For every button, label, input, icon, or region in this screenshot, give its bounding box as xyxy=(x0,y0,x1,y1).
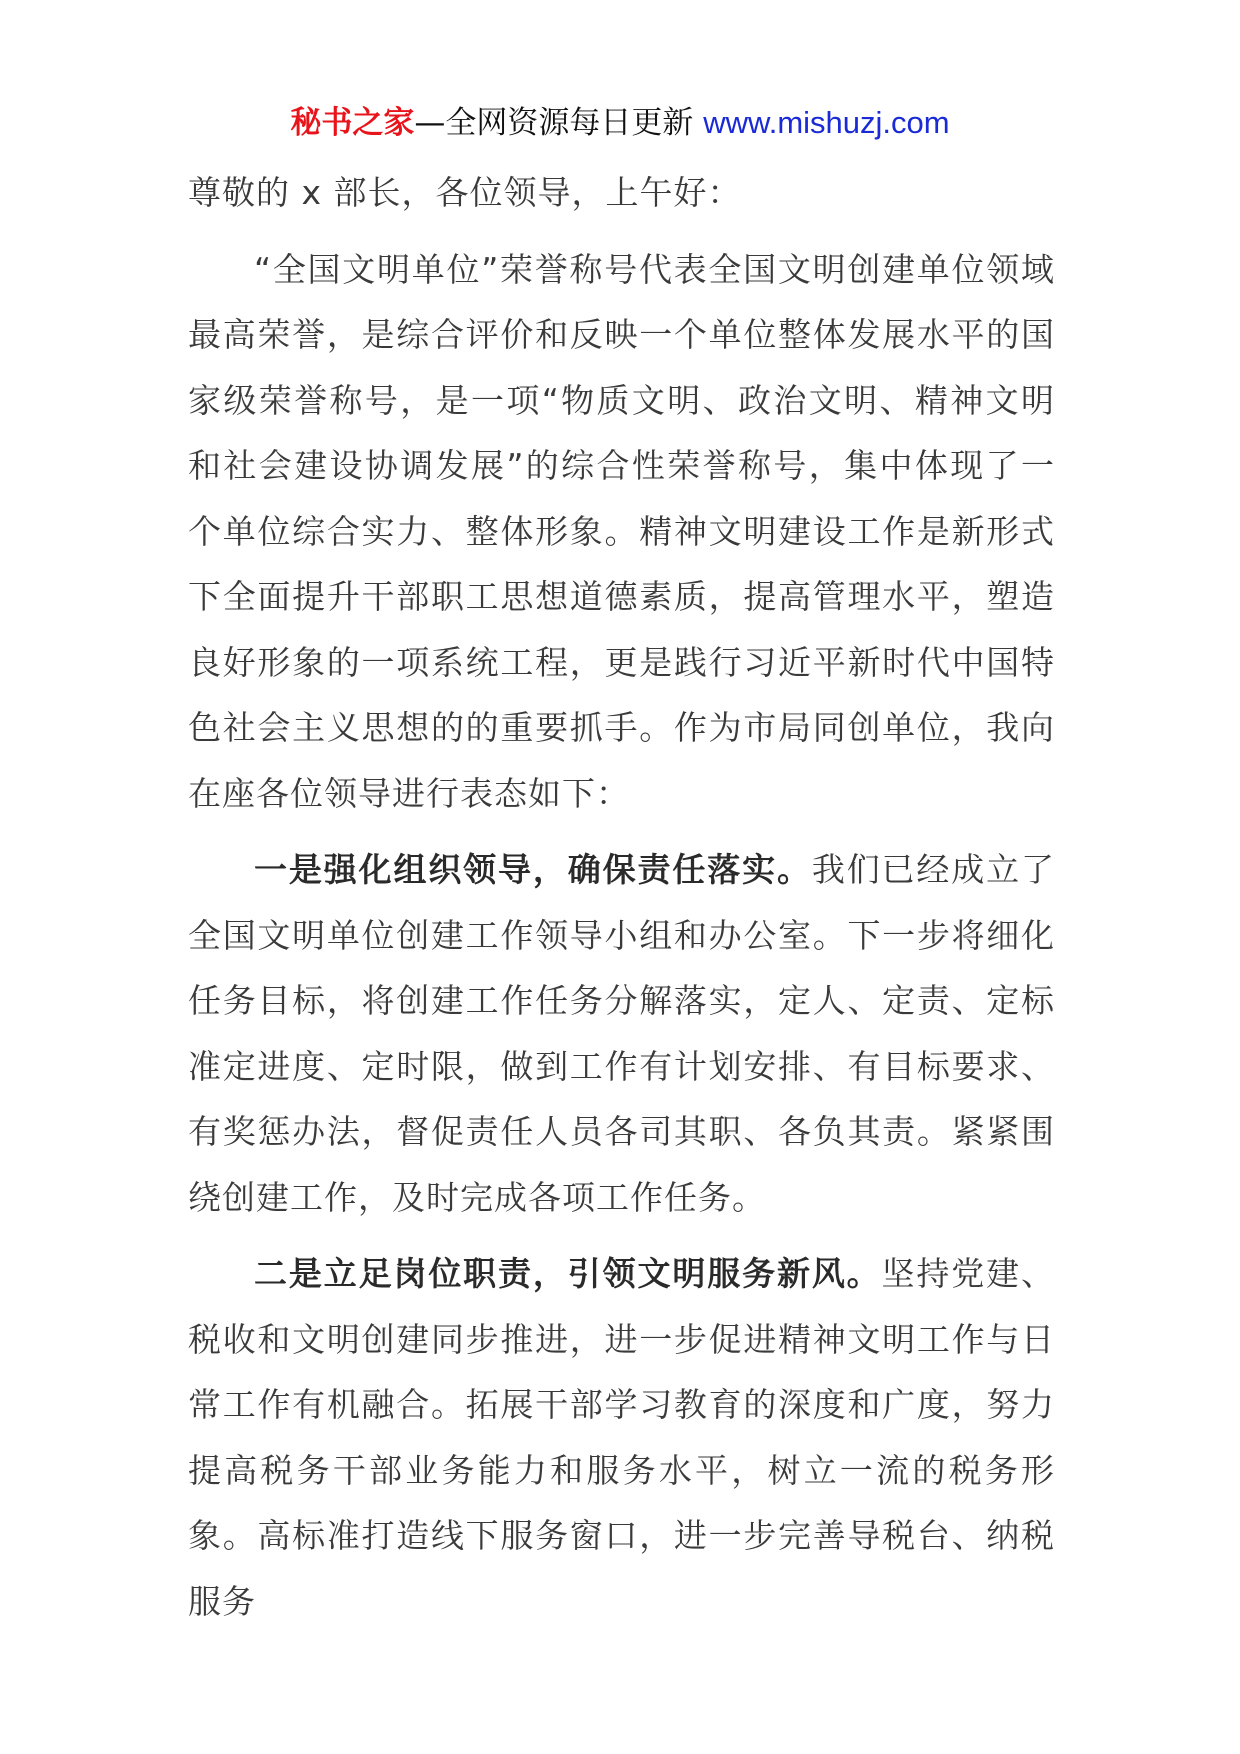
paragraph-lead: 一是强化组织领导，确保责任落实。 xyxy=(254,850,812,889)
site-header xyxy=(0,100,1240,146)
salutation: 尊敬的 x 部长，各位领导，上午好： xyxy=(188,173,742,212)
brand-name: 秘书之家 xyxy=(290,105,415,141)
paragraph-text: “全国文明单位”荣誉称号代表全国文明创建单位领域最高荣誉，是综合评价和反映一个单位整体发展水平的国家级荣誉称号，是一项“物质文明、政治文明、精神文明和社会建设协调发展”的综合性荣誉称号，集中体现了一个单位综合实力、整体形象。精神文明建设工作是新形式下全面提升干部职工思想道德素质，提高管理水平，塑造良好形象的一项系统工程，更是践行习近平新时代中国特色社会主义思想的的重要抓手。作为市局同创单位，我向在座各位领导进行表态如下： xyxy=(188,249,1055,813)
paragraph-intro xyxy=(188,237,1055,827)
paragraph-lead: 二是立足岗位职责，引领文明服务新风。 xyxy=(254,1254,882,1293)
document-body xyxy=(188,160,1055,1634)
paragraph-text: 坚持党建、税收和文明创建同步推进，进一步促进精神文明工作与日常工作有机融合。拓展干部学习教育的深度和广度，努力提高税务干部业务能力和服务水平，树立一流的税务形象。高标准打造线下服务窗口，进一步完善导税台、纳税服务 xyxy=(188,1254,1056,1621)
paragraph-point-2 xyxy=(188,1241,1055,1634)
header-tagline: —全网资源每日更新 xyxy=(414,105,694,141)
paragraph-point-1 xyxy=(188,837,1055,1230)
site-url-link[interactable]: www.mishuzj.com xyxy=(703,105,950,140)
paragraph-text: 我们已经成立了全国文明单位创建工作领导小组和办公室。下一步将细化任务目标，将创建工作任务分解落实，定人、定责、定标准定进度、定时限，做到工作有计划安排、有目标要求、有奖惩办法，督促责任人员各司其职、各负其责。紧紧围绕创建工作，及时完成各项工作任务。 xyxy=(188,850,1056,1217)
